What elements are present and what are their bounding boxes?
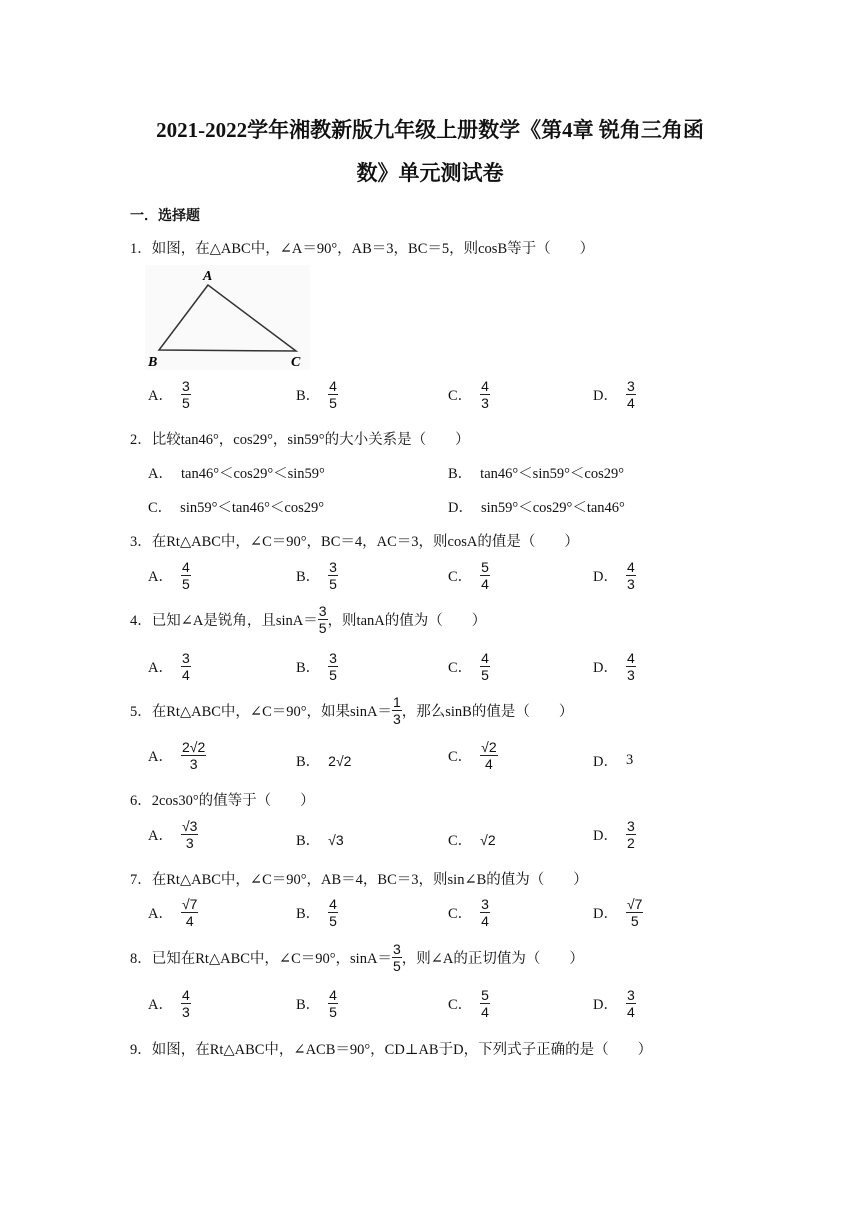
q6-option-b[interactable]: B． √3 <box>296 831 344 849</box>
title-line-2: 数》单元测试卷 <box>356 161 504 185</box>
question-6-stem: 6．2cos30°的值等于（ ） <box>130 793 315 809</box>
vertex-a-label: A <box>203 269 213 284</box>
q8-option-d[interactable]: D． $\frac{3}{4}$ <box>593 987 635 1020</box>
q5-option-c[interactable]: C． $\frac{√2}{4}$ <box>448 739 497 772</box>
vertex-c-label: C <box>291 355 301 370</box>
question-7-stem: 7．在Rt△ABC中，∠C＝90°，AB＝4，BC＝3，则sin∠B的值为（ ） <box>130 872 588 888</box>
q3-option-c[interactable]: C． $\frac{5}{4}$ <box>448 559 489 592</box>
q8-option-c[interactable]: C． $\frac{5}{4}$ <box>448 987 489 1020</box>
question-4-stem: 4．已知∠A是锐角，且sinA＝ $\frac{3}{5}$ ，则tanA的值为（ ） <box>130 603 487 636</box>
q7-option-a[interactable]: A． $\frac{√7}{4}$ <box>148 896 198 929</box>
question-5-stem: 5．在Rt△ABC中，∠C＝90°，如果sinA＝ $\frac{1}{3}$ ，那么sinB的值是（ ） <box>130 694 574 727</box>
q1-option-a[interactable]: A． $\frac{3}{5}$ <box>148 378 190 411</box>
triangle-figure <box>145 265 310 375</box>
question-3-stem: 3．在Rt△ABC中，∠C＝90°，BC＝4，AC＝3，则cosA的值是（ ） <box>130 534 579 550</box>
q4-option-d[interactable]: D． $\frac{4}{3}$ <box>593 650 635 683</box>
q7-option-d[interactable]: D． $\frac{√7}{5}$ <box>593 896 643 929</box>
q5-option-d[interactable]: D． 3 <box>593 752 634 770</box>
q3-option-b[interactable]: B． $\frac{3}{5}$ <box>296 559 337 592</box>
q1-option-c[interactable]: C． $\frac{4}{3}$ <box>448 378 489 411</box>
section-heading: 一．选择题 <box>130 209 200 224</box>
title-line-1: 2021-2022学年湘教新版九年级上册数学《第4章 锐角三角函 <box>156 118 704 142</box>
q2-option-b[interactable]: B． tan46°＜sin59°＜cos29° <box>448 466 625 482</box>
q6-option-a[interactable]: A． $\frac{√3}{3}$ <box>148 818 198 851</box>
q5-option-b[interactable]: B． 2√2 <box>296 752 352 770</box>
q2-option-c[interactable]: C． sin59°＜tan46°＜cos29° <box>148 500 325 516</box>
q8-option-a[interactable]: A． $\frac{4}{3}$ <box>148 987 190 1020</box>
vertex-b-label: B <box>148 355 158 370</box>
q1-option-b[interactable]: B． $\frac{4}{5}$ <box>296 378 337 411</box>
q2-option-d[interactable]: D． sin59°＜cos29°＜tan46° <box>448 500 625 516</box>
q1-option-d[interactable]: D． $\frac{3}{4}$ <box>593 378 635 411</box>
question-1-stem: 1．如图，在△ABC中，∠A＝90°，AB＝3，BC＝5，则cosB等于（ ） <box>130 241 595 257</box>
question-9-stem: 9．如图，在Rt△ABC中，∠ACB＝90°，CD⊥AB于D，下列式子正确的是（ ） <box>130 1042 653 1058</box>
q4-option-a[interactable]: A． $\frac{3}{4}$ <box>148 650 190 683</box>
q2-option-a[interactable]: A． tan46°＜cos29°＜sin59° <box>148 466 325 482</box>
q3-option-d[interactable]: D． $\frac{4}{3}$ <box>593 559 635 592</box>
q5-option-a[interactable]: A． $\frac{2√2}{3}$ <box>148 739 206 772</box>
question-2-stem: 2．比较tan46°，cos29°，sin59°的大小关系是（ ） <box>130 432 470 448</box>
q4-option-c[interactable]: C． $\frac{4}{5}$ <box>448 650 489 683</box>
question-8-stem: 8．已知在Rt△ABC中，∠C＝90°，sinA＝ $\frac{3}{5}$ ，则∠A的正切值为（ ） <box>130 941 584 974</box>
q6-option-c[interactable]: C． √2 <box>448 831 496 849</box>
q7-option-b[interactable]: B． $\frac{4}{5}$ <box>296 896 337 929</box>
q3-option-a[interactable]: A． $\frac{4}{5}$ <box>148 559 190 592</box>
q6-option-d[interactable]: D． $\frac{3}{2}$ <box>593 818 635 851</box>
q8-option-b[interactable]: B． $\frac{4}{5}$ <box>296 987 337 1020</box>
q7-option-c[interactable]: C． $\frac{3}{4}$ <box>448 896 489 929</box>
q4-option-b[interactable]: B． $\frac{3}{5}$ <box>296 650 337 683</box>
